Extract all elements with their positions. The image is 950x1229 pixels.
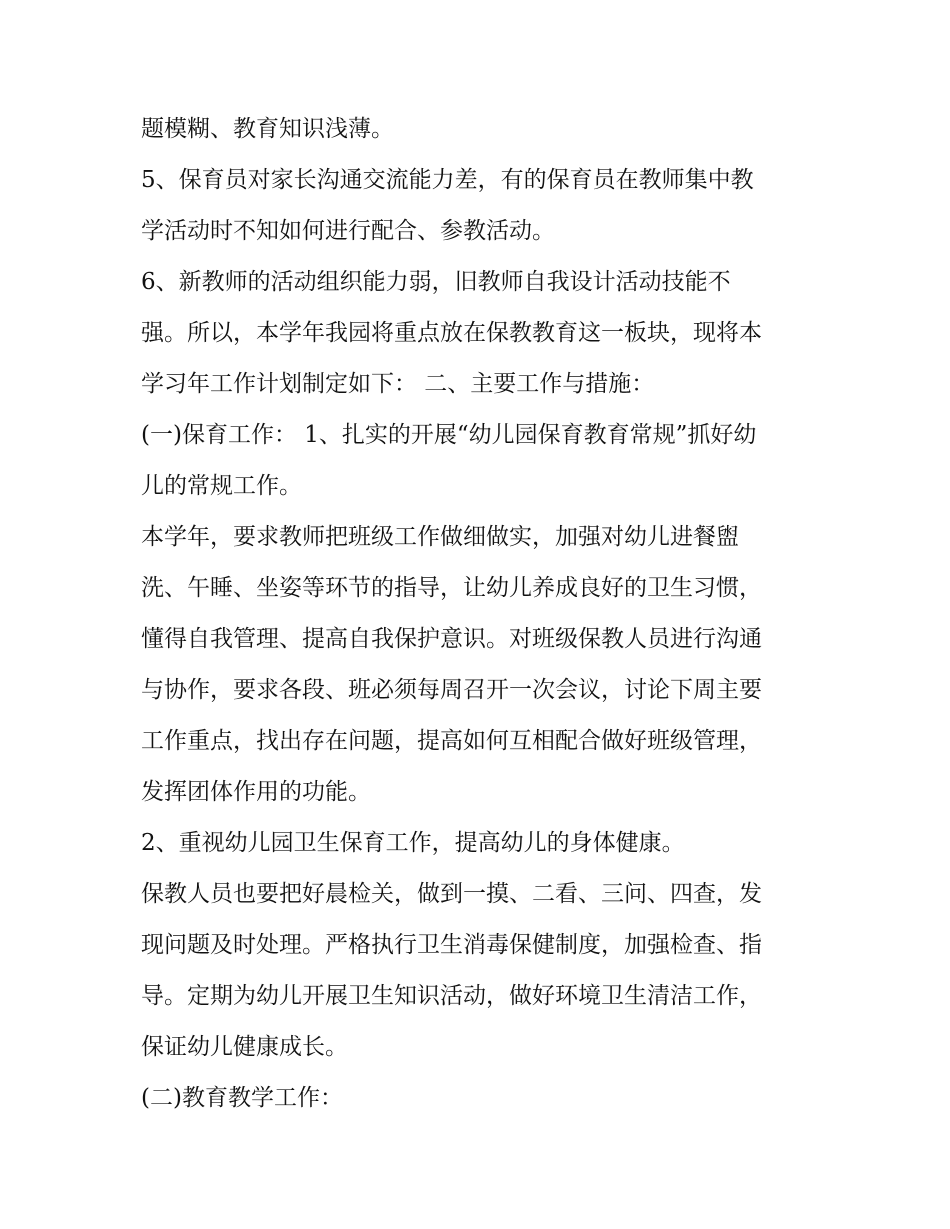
text-line: 2、重视幼儿园卫生保育工作，提高幼儿的身体健康。	[141, 830, 685, 856]
text-line: 强。所以，本学年我园将重点放在保教教育这一板块，现将本	[141, 320, 762, 346]
text-line: 保教人员也要把好晨检关，做到一摸、二看、三问、四查，发	[141, 881, 762, 907]
text-line: 导。定期为幼儿开展卫生知识活动，做好环境卫生清洁工作，	[141, 983, 762, 1009]
text-line: 发挥团体作用的功能。	[141, 779, 371, 805]
text-line: 保证幼儿健康成长。	[141, 1034, 348, 1060]
text-line: 与协作，要求各段、班必须每周召开一次会议，讨论下周主要	[141, 677, 762, 703]
text-line: 懂得自我管理、提高自我保护意识。对班级保教人员进行沟通	[141, 626, 762, 652]
text-line: 本学年，要求教师把班级工作做细做实，加强对幼儿进餐盥	[141, 524, 739, 550]
text-line: (二)教育教学工作：	[141, 1085, 343, 1111]
text-line: 6、新教师的活动组织能力弱，旧教师自我设计活动技能不	[141, 269, 731, 295]
document-body	[141, 104, 821, 1124]
text-line: 工作重点，找出存在问题，提高如何互相配合做好班级管理，	[141, 728, 762, 754]
text-line: 学习年工作计划制定如下： 二、主要工作与措施：	[141, 371, 655, 397]
text-line: 题模糊、教育知识浅薄。	[141, 116, 394, 142]
text-line: (一)保育工作： 1、扎实的开展“幼儿园保育教育常规”抓好幼	[141, 422, 757, 448]
text-line: 儿的常规工作。	[141, 473, 302, 499]
text-line: 现问题及时处理。严格执行卫生消毒保健制度，加强检查、指	[141, 932, 762, 958]
text-line: 学活动时不知如何进行配合、参教活动。	[141, 218, 555, 244]
text-line: 洗、午睡、坐姿等环节的指导，让幼儿养成良好的卫生习惯，	[141, 575, 762, 601]
text-line: 5、保育员对家长沟通交流能力差，有的保育员在教师集中教	[141, 167, 754, 193]
